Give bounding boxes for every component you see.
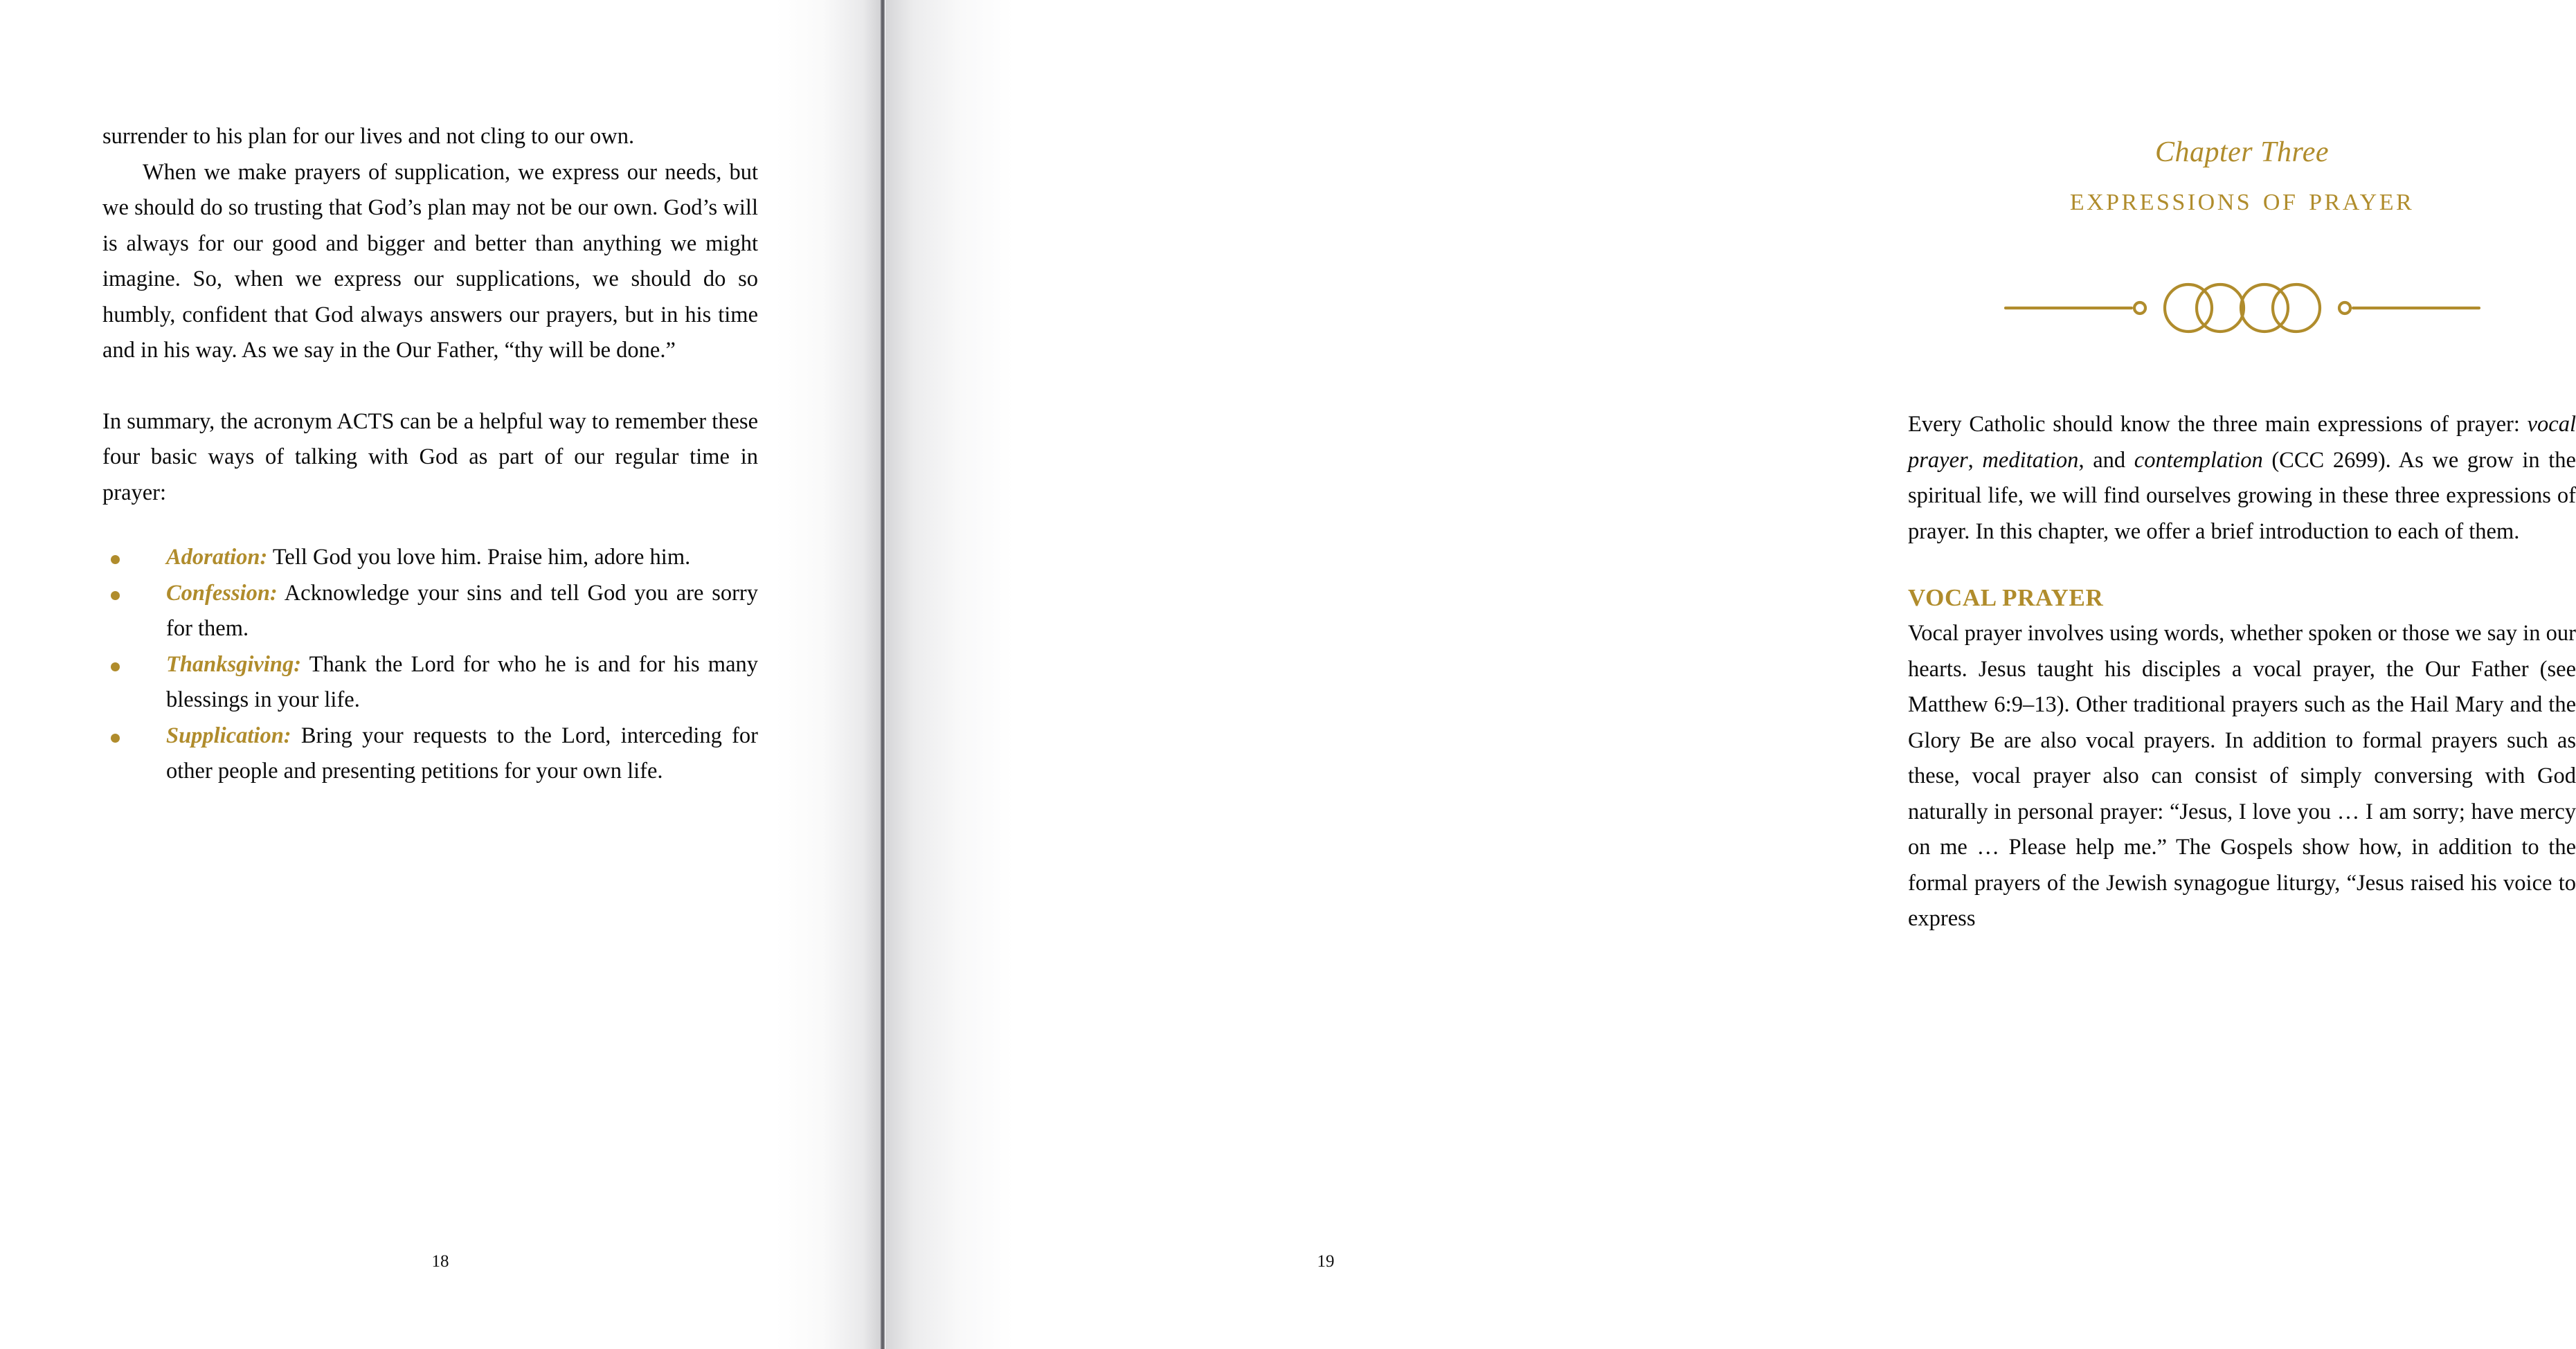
page-number-right: 19 bbox=[1317, 1252, 1335, 1271]
chapter-eyebrow: Chapter Three bbox=[2154, 136, 2330, 168]
bullet-term: Adoration: bbox=[166, 545, 268, 570]
left-page bbox=[0, 0, 881, 1349]
acts-bullet-list bbox=[102, 540, 758, 790]
bullet-text: Acknowledge your sins and tell God you are sorry for them. bbox=[166, 580, 758, 641]
list-item bbox=[102, 718, 758, 790]
bullet-dot-icon bbox=[111, 591, 120, 600]
bullet-text: Tell God you love him. Praise him, adore him. bbox=[267, 545, 691, 570]
bullet-term: Supplication: bbox=[166, 723, 291, 748]
list-item bbox=[102, 540, 758, 576]
intro-tail: (CCC 2699). As we grow in the spiritual life, we will find ourselves growing in these three expressions of prayer. In this chapter, we offer a brief introduction to each of them. bbox=[1908, 447, 2576, 544]
section-heading-wrap bbox=[1908, 580, 2576, 616]
bullet-text: Thank the Lord for who he is and for his many blessings in your life. bbox=[166, 651, 758, 712]
interlocking-circles-rule-icon bbox=[2000, 287, 2485, 329]
bullet-dot-icon bbox=[111, 555, 120, 564]
page-number-left: 18 bbox=[431, 1252, 449, 1271]
paragraph-supplication: When we make prayers of supplication, we express our needs, but we should do so trusting that God’s plan may not be our own. God’s will is always for our good and bigger and better than anything we might imagine. So, when we express our supplications, we should do so humbly, confident that God always answers our prayers, but in his time and in his way. As we say in the Our Father, “thy will be done.” bbox=[102, 159, 758, 363]
intro-italic-meditation: meditation bbox=[1982, 447, 2079, 473]
book-spine-line bbox=[881, 0, 885, 1349]
bullet-term: Confession: bbox=[166, 580, 278, 606]
paragraph-summary: In summary, the acronym ACTS can be a helpful way to remember these four basic ways of talking with God as part of our regular time in prayer: bbox=[102, 408, 758, 505]
chapter-heading-block bbox=[1908, 136, 2576, 219]
right-page bbox=[885, 0, 2576, 1349]
intro-sep-1: , bbox=[1967, 447, 1983, 473]
list-item bbox=[102, 647, 758, 718]
bullet-dot-icon bbox=[111, 662, 120, 671]
bullet-term: Thanksgiving: bbox=[166, 651, 302, 677]
list-item bbox=[102, 576, 758, 647]
bullet-text: Bring your requests to the Lord, interceding for other people and presenting petitions for your own life. bbox=[166, 723, 758, 784]
intro-italic-vocal-prayer: vocal prayer bbox=[1908, 412, 2576, 473]
ornament-divider bbox=[1908, 280, 2576, 336]
intro-lead: Every Catholic should know the three main expressions of prayer: bbox=[1908, 412, 2528, 437]
paragraph-continued: surrender to his plan for our lives and not cling to our own. bbox=[102, 124, 635, 149]
left-page-text-column bbox=[102, 119, 758, 790]
intro-sep-2: , and bbox=[2078, 447, 2134, 473]
paragraph-intro bbox=[1908, 407, 2576, 550]
right-page-text-column bbox=[1908, 407, 2576, 937]
page-title: expressions of prayer bbox=[2069, 179, 2415, 217]
intro-italic-contemplation: contemplation bbox=[2134, 447, 2263, 473]
paragraph-vocal-prayer-body: Vocal prayer involves using words, whether spoken or those we say in our hearts. Jesus taught his disciples a vocal prayer, the Our Father (see Matthew 6:9–13). Other traditional prayers such as the Hail Mary and the Glory Be are also vocal prayers. In addition to formal prayers such as these, vocal prayer also can consist of simply conversing with God naturally in personal prayer: “Jesus, I love you … I am sorry; have mercy on me … Please help me.” The Gospels show how, in addition to the formal prayers of the Jewish synagogue liturgy, “Jesus raised his voice to express bbox=[1908, 621, 2576, 931]
section-heading-vocal-prayer: VOCAL PRAYER bbox=[1908, 584, 2104, 611]
bullet-dot-icon bbox=[111, 734, 120, 743]
